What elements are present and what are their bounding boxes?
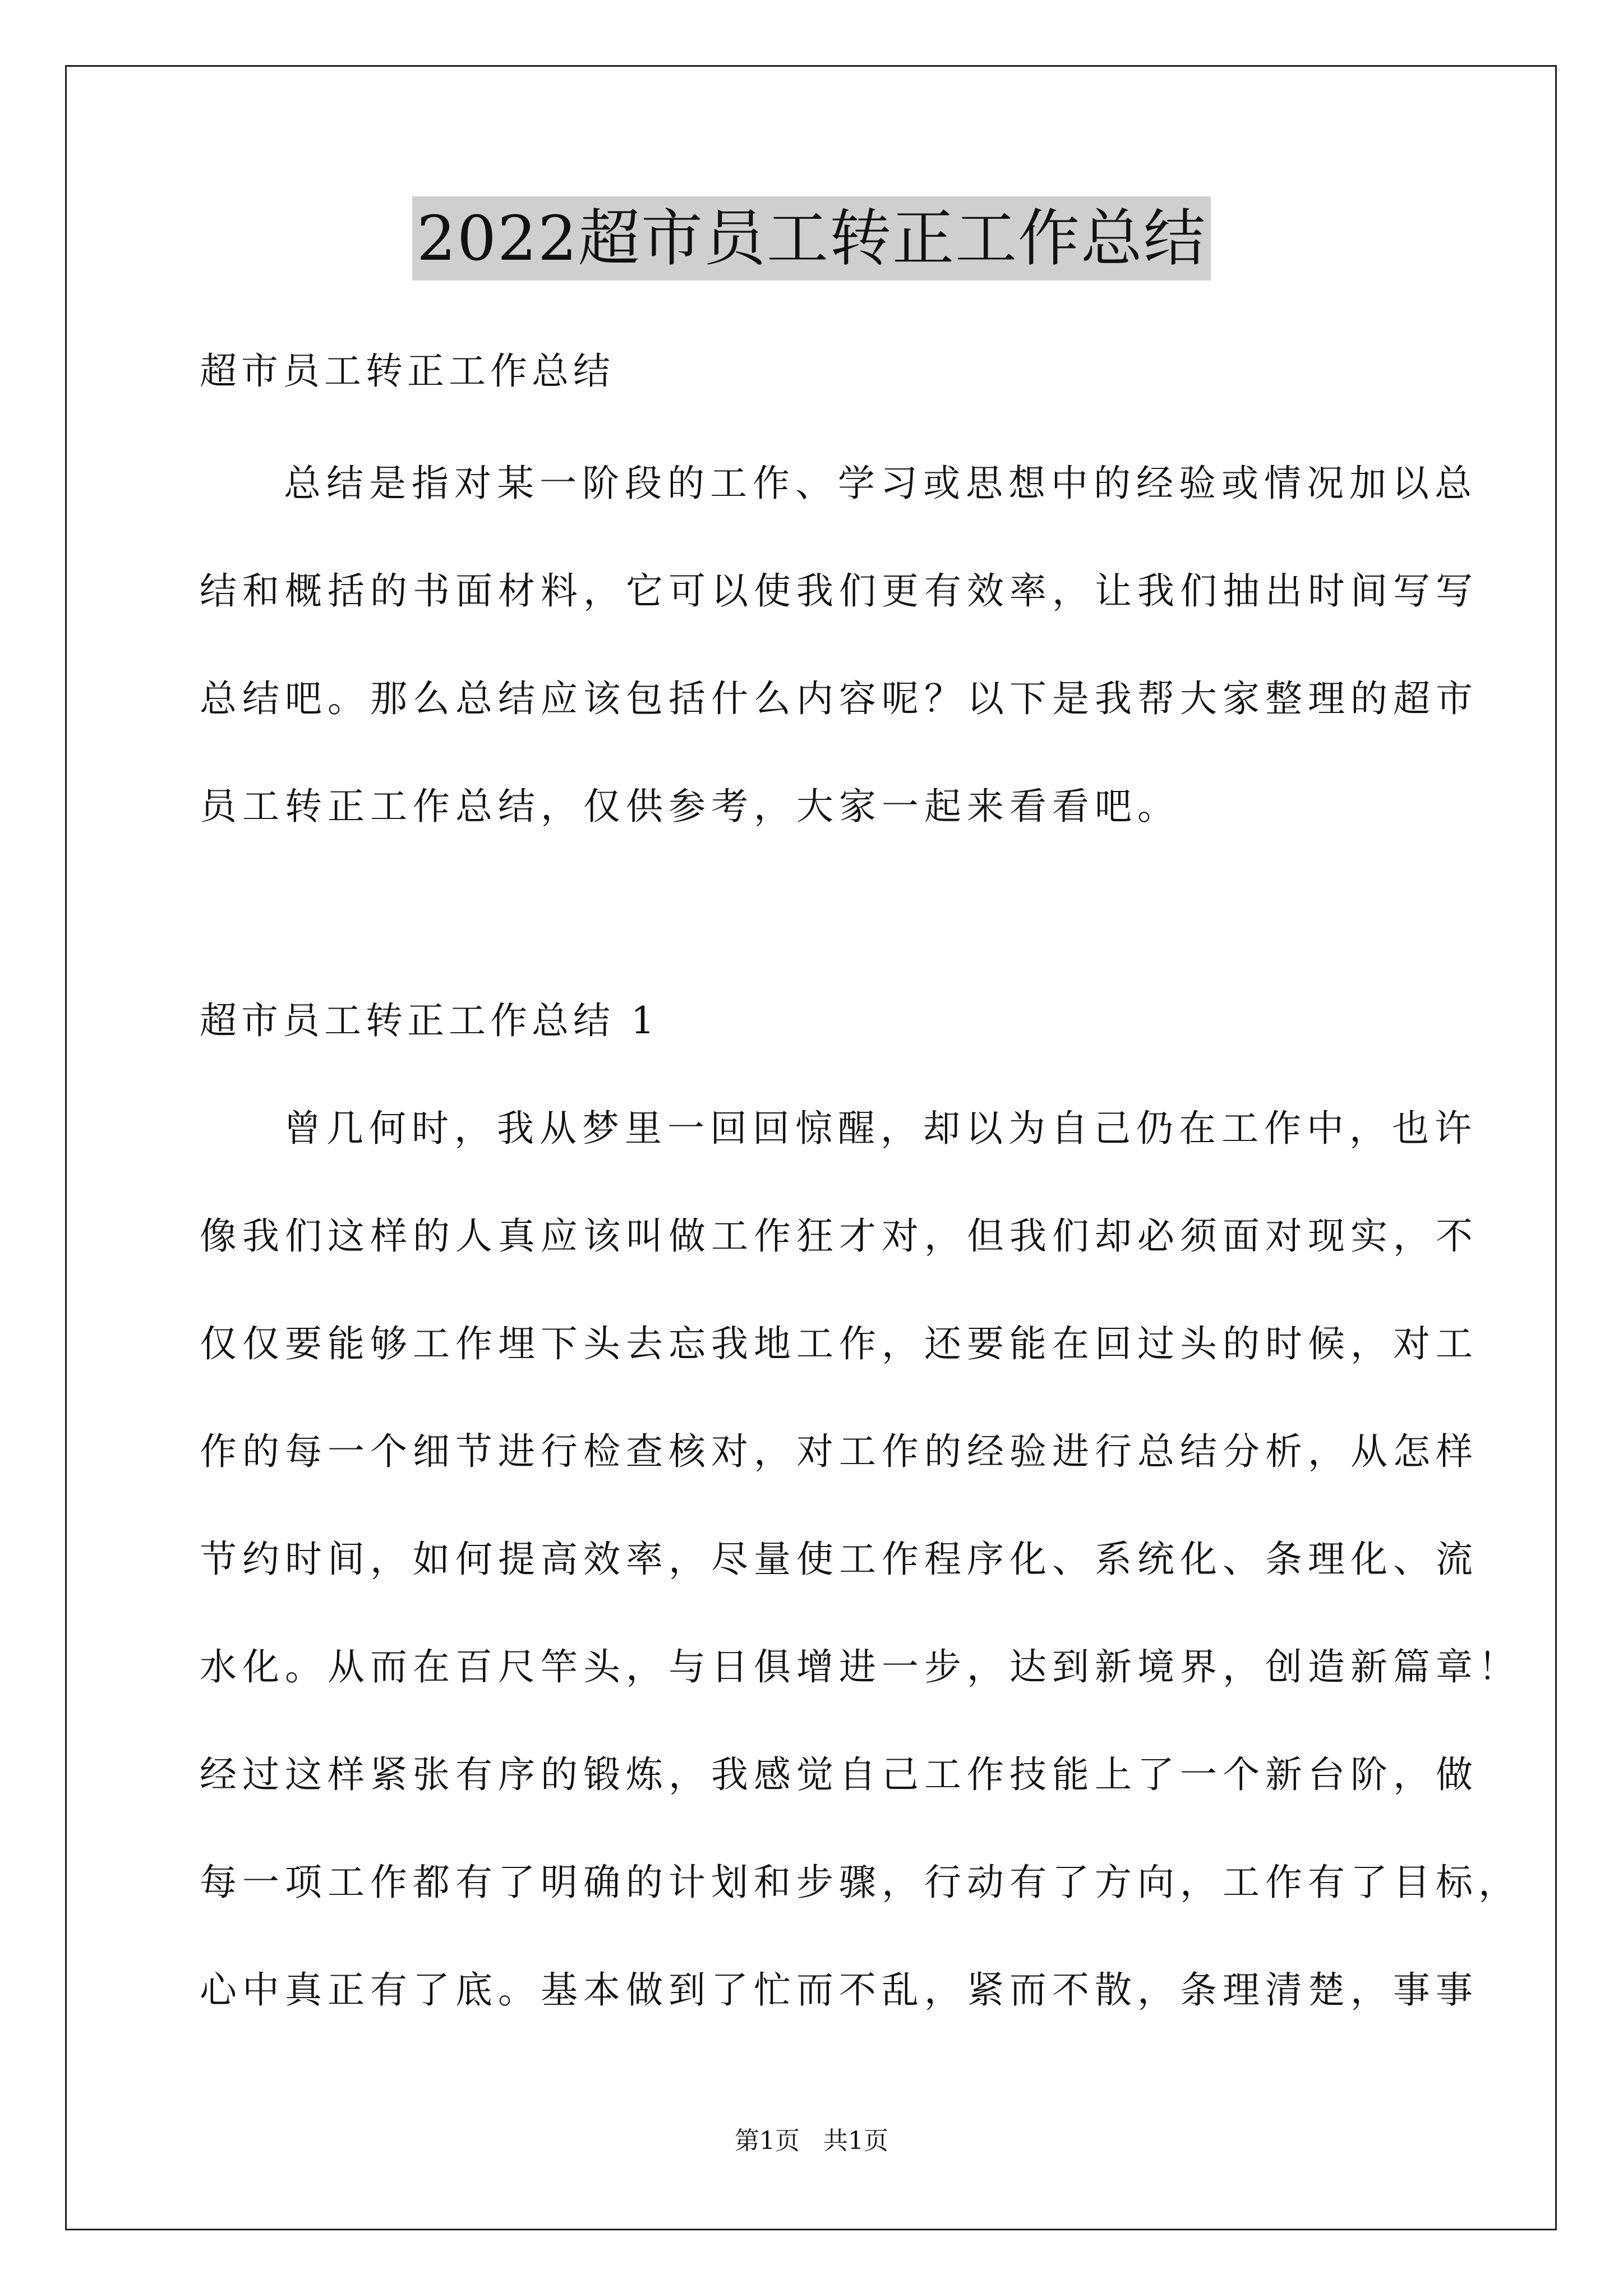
intro-line-3: 总结吧。那么总结应该包括什么内容呢？以下是我帮大家整理的超市 [200,677,1478,720]
section-1-line-7: 经过这样紧张有序的锻炼，我感觉自己工作技能上了一个新台阶，做 [200,1753,1478,1796]
section-1-line-3: 仅仅要能够工作埋下头去忘我地工作，还要能在回过头的时候，对工 [200,1322,1478,1365]
section-1-heading: 超市员工转正工作总结 1 [200,999,659,1042]
intro-line-4: 员工转正工作总结，仅供参考，大家一起来看看吧。 [200,785,1180,828]
section-1-line-2: 像我们这样的人真应该叫做工作狂才对，但我们却必须面对现实，不 [200,1214,1478,1258]
section-1-line-4: 作的每一个细节进行检查核对，对工作的经验进行总结分析，从怎样 [200,1430,1478,1473]
document-title-text: 2022超市员工转正工作总结 [412,196,1211,280]
intro-line-1: 总结是指对某一阶段的工作、学习或思想中的经验或情况加以总 [284,462,1477,505]
section-1-line-9: 心中真正有了底。基本做到了忙而不乱，紧而不散，条理清楚，事事 [200,1968,1478,2012]
page-footer: 第1页 共1页 [735,2127,888,2155]
section-1-line-1: 曾几何时，我从梦里一回回惊醒，却以为自己仍在工作中，也许 [284,1107,1477,1150]
document-title [0,196,1623,280]
section-1-line-8: 每一项工作都有了明确的计划和步骤，行动有了方向，工作有了目标， [200,1861,1521,1904]
document-subtitle: 超市员工转正工作总结 [200,349,615,393]
section-1-line-6: 水化。从而在百尺竿头，与日俱增进一步，达到新境界，创造新篇章！ [200,1645,1521,1688]
intro-line-2: 结和概括的书面材料，它可以使我们更有效率，让我们抽出时间写写 [200,569,1478,613]
section-1-line-5: 节约时间，如何提高效率，尽量使工作程序化、系统化、条理化、流 [200,1538,1478,1581]
